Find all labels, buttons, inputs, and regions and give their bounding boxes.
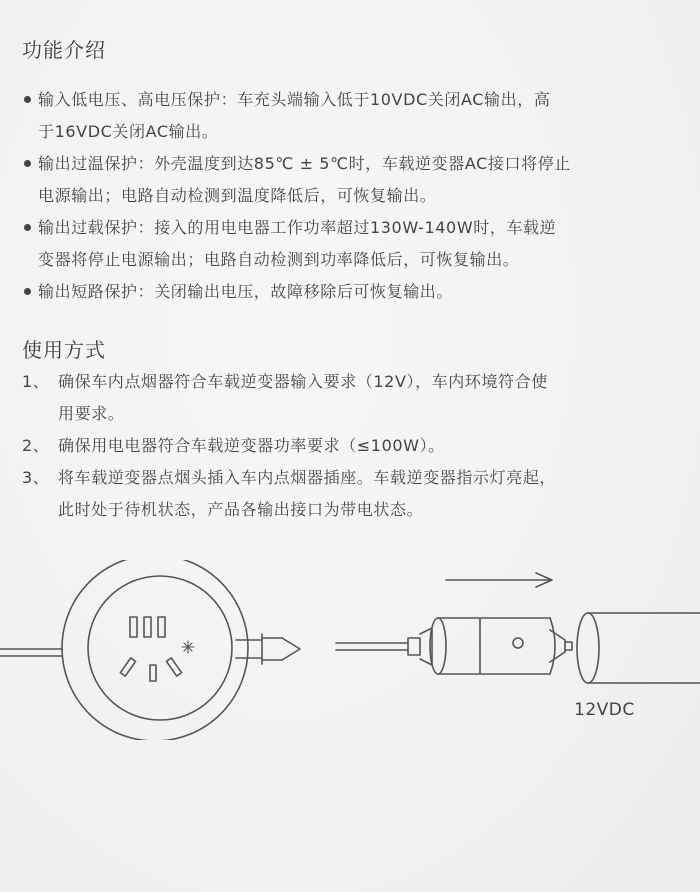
step-number: 1、 (22, 372, 50, 391)
feature-item-overload (22, 212, 662, 276)
outlet-slots-icon (120, 617, 181, 681)
feature-text-line: 于16VDC关闭AC输出。 (38, 122, 219, 141)
feature-text-line: 输出过载保护：接入的用电电器工作功率超过130W-140W时，车载逆 (38, 218, 557, 237)
feature-text-line: 输出过温保护：外壳温度到达85℃ ± 5℃时，车载逆变器AC接口将停止 (38, 154, 571, 173)
usage-step-2 (22, 430, 662, 462)
step-number: 2、 (22, 436, 50, 455)
features-list (22, 84, 662, 308)
cigarette-plug-icon (408, 618, 572, 674)
step-text-line: 此时处于待机状态，产品各输出接口为带电状态。 (58, 500, 424, 519)
bullet-icon (24, 160, 31, 167)
feature-text-line: 电源输出；电路自动检测到温度降低后，可恢复输出。 (38, 186, 437, 205)
feature-item-low-high-voltage (22, 84, 662, 148)
usage-step-3 (22, 462, 662, 526)
bullet-icon (24, 224, 31, 231)
features-heading: 功能介绍 (22, 38, 106, 62)
insert-direction-arrow-icon (446, 573, 552, 587)
feature-item-short-circuit (22, 276, 662, 308)
bullet-icon (24, 288, 31, 295)
feature-text-line: 输出短路保护：关闭输出电压，故障移除后可恢复输出。 (38, 282, 454, 301)
step-text-line: 确保用电电器符合车载逆变器功率要求（≤100W）。 (58, 436, 445, 455)
car-socket-icon (577, 613, 700, 683)
bullet-icon (24, 96, 31, 103)
step-text-line: 确保车内点烟器符合车载逆变器输入要求（12V），车内环境符合使 (58, 372, 548, 391)
feature-text-line: 输入低电压、高电压保护：车充头端输入低于10VDC关闭AC输出，高 (38, 90, 551, 109)
step-text-line: 将车载逆变器点烟头插入车内点烟器插座。车载逆变器指示灯亮起， (58, 468, 557, 487)
plug-cable-icon (336, 643, 408, 650)
feature-text-line: 变器将停止电源输出；电路自动检测到功率降低后，可恢复输出。 (38, 250, 520, 269)
usage-heading: 使用方式 (22, 338, 106, 362)
feature-item-overtemp (22, 148, 662, 212)
step-text-line: 用要求。 (58, 404, 125, 423)
usage-steps (22, 366, 662, 526)
usage-step-1 (22, 366, 662, 430)
socket-voltage-label: 12VDC (574, 700, 635, 720)
indicator-light-icon (182, 641, 194, 653)
step-number: 3、 (22, 468, 50, 487)
